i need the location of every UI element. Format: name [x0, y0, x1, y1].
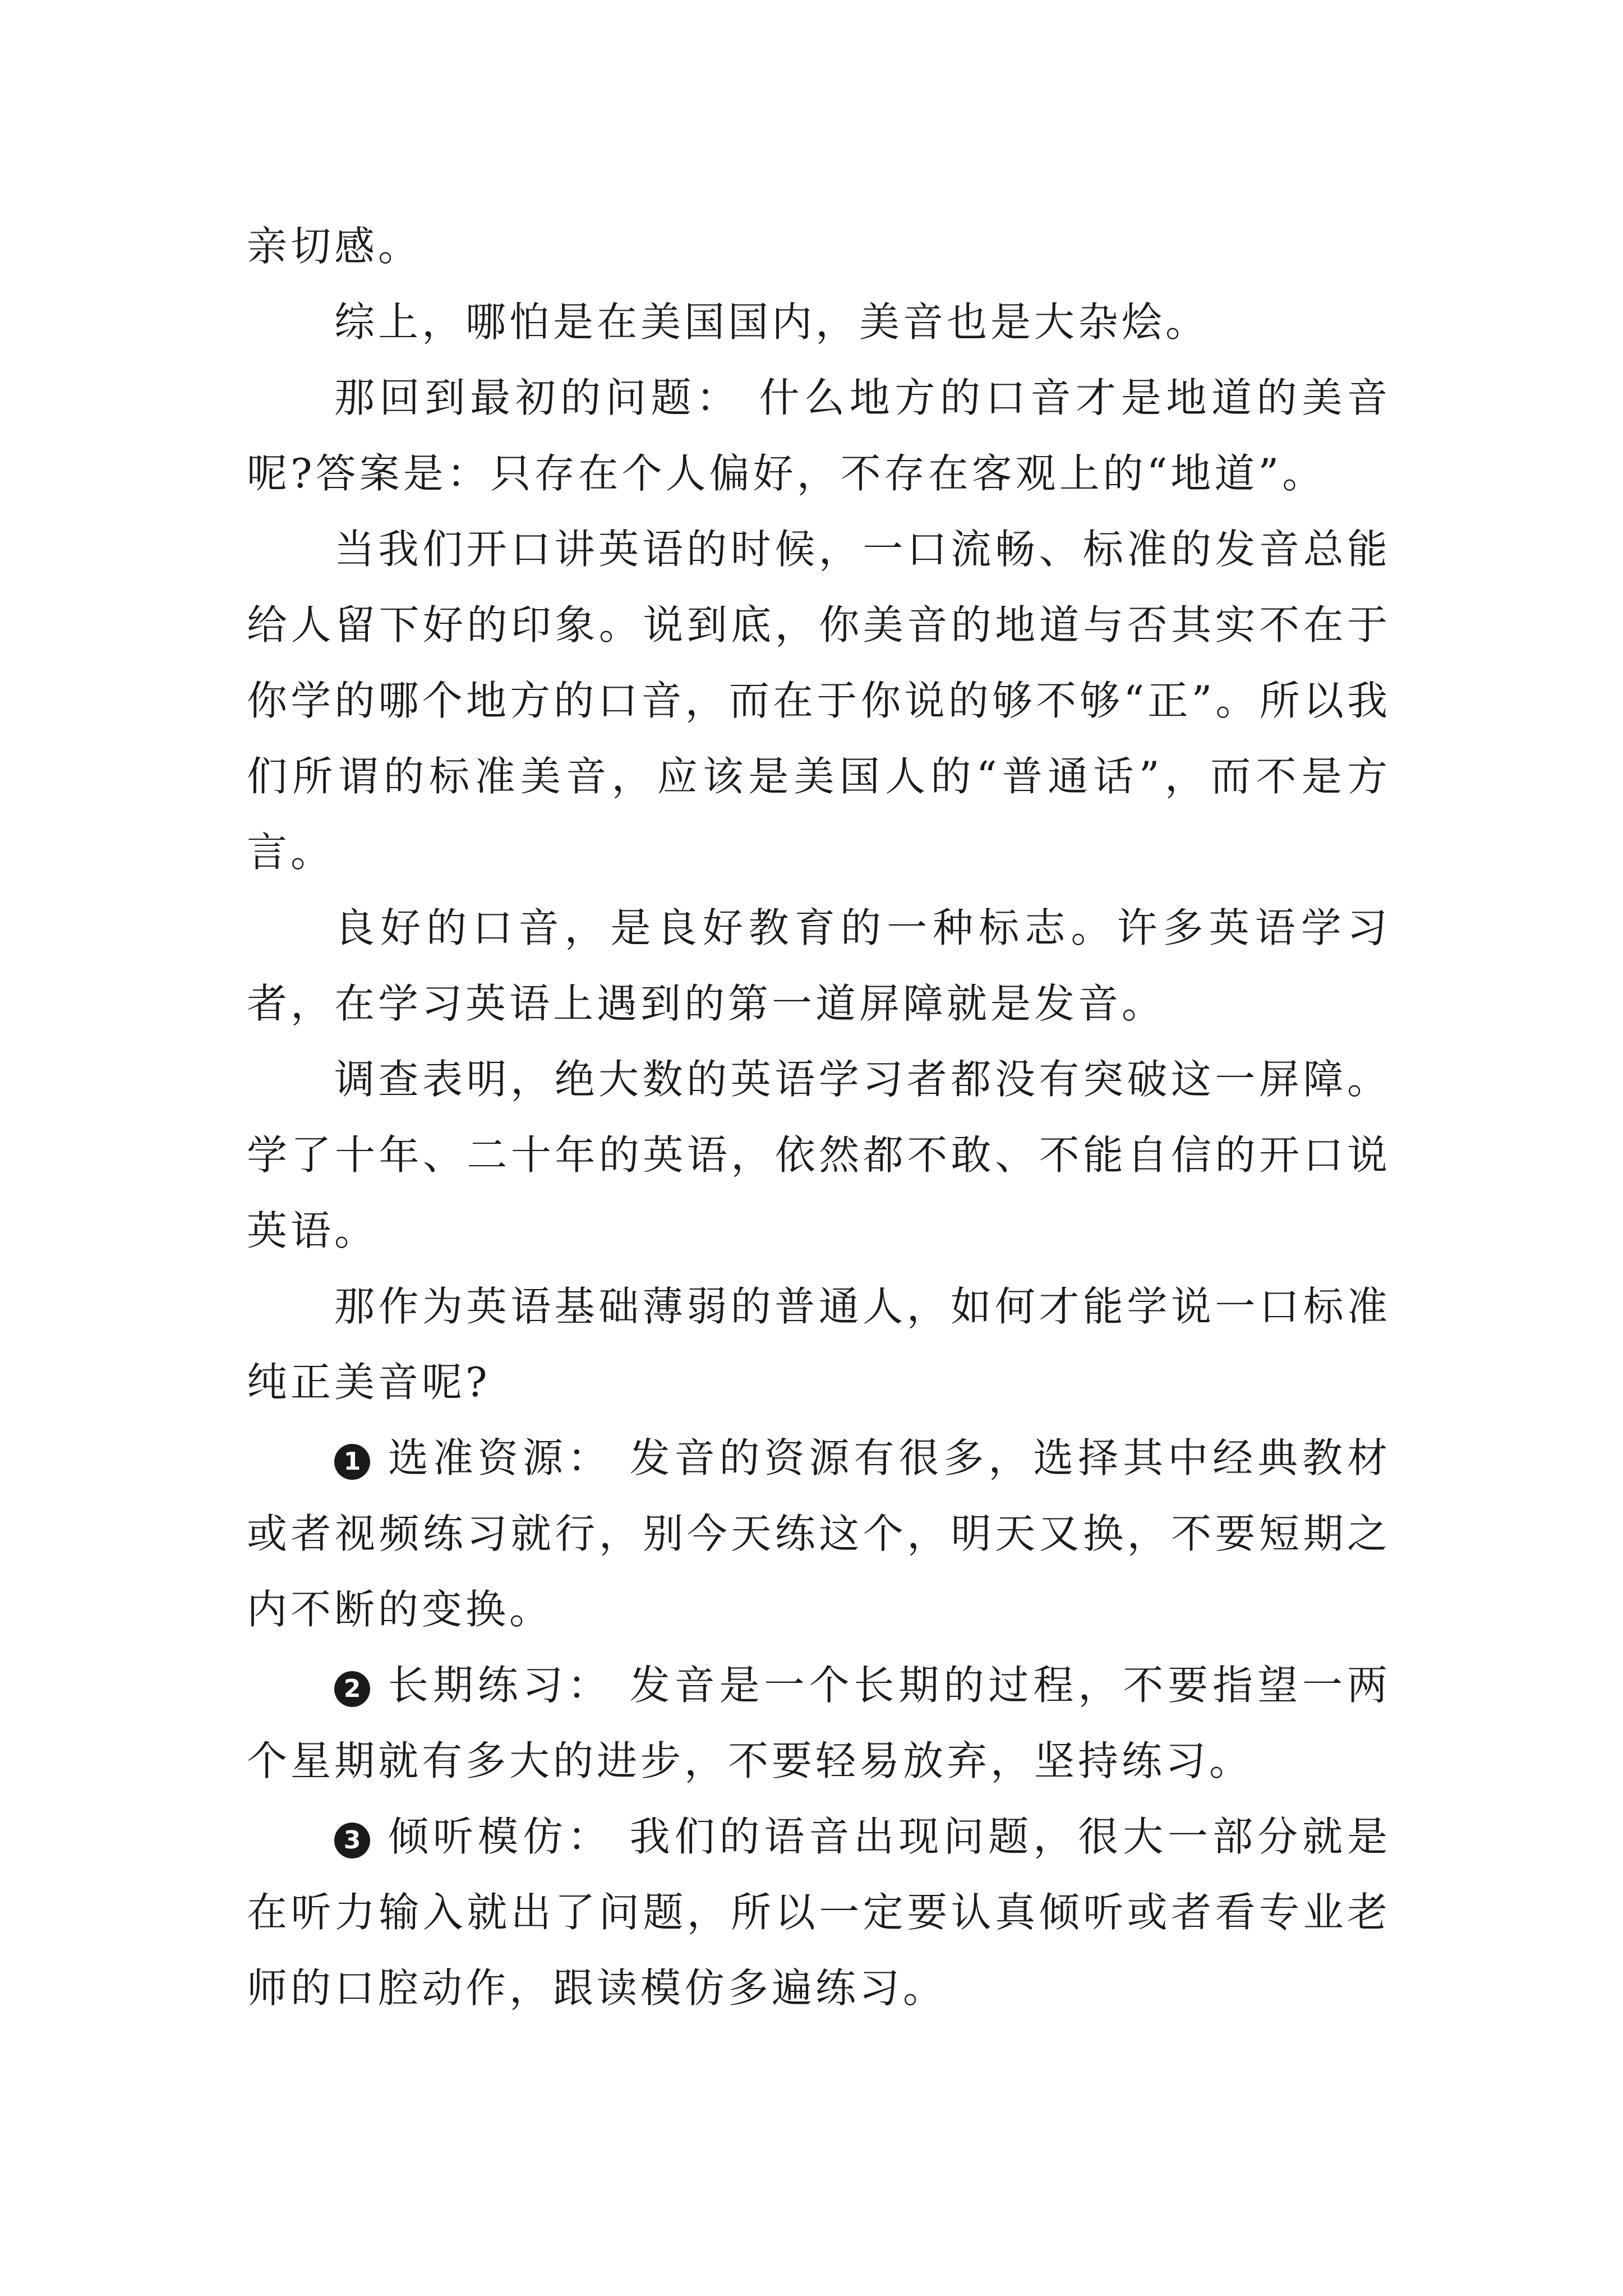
list-item [247, 1799, 1391, 2026]
paragraph: 那回到最初的问题： 什么地方的口音才是地道的美音呢?答案是：只存在个人偏好，不存在客观上的“地道”。 [247, 374, 1391, 497]
paragraph: 亲切感。 [247, 223, 422, 270]
list-item-text: 倾听模仿： 我们的语音出现问题，很大一部分就是在听力输入就出了问题，所以一定要认真倾听或者看专业老师的口腔动作，跟读模仿多遍练习。 [247, 1813, 1391, 2012]
paragraph: 那作为英语基础薄弱的普通人，如何才能学说一口标准纯正美音呢? [247, 1283, 1391, 1406]
paragraph: 良好的口音，是良好教育的一种标志。许多英语学习者，在学习英语上遇到的第一道屏障就是发音。 [247, 904, 1391, 1027]
circled-number-1-icon: 1 [334, 1444, 370, 1480]
paragraph: 当我们开口讲英语的时候，一口流畅、标准的发音总能给人留下好的印象。说到底，你美音的地道与否其实不在于你学的哪个地方的口音，而在于你说的够不够“正”。所以我们所谓的标准美音，应该是美国人的“普通话”，而不是方言。 [247, 526, 1391, 876]
list-item-text: 长期练习： 发音是一个长期的过程，不要指望一两个星期就有多大的进步，不要轻易放弃，坚持练习。 [247, 1662, 1391, 1784]
list-item [247, 1420, 1391, 1648]
list-item [247, 1648, 1391, 1799]
paragraph: 综上，哪怕是在美国国内，美音也是大杂烩。 [334, 298, 1210, 346]
paragraph: 调查表明，绝大数的英语学习者都没有突破这一屏障。学了十年、二十年的英语，依然都不敢、不能自信的开口说英语。 [247, 1056, 1391, 1254]
circled-number-2-icon: 2 [334, 1671, 370, 1707]
circled-number-3-icon: 3 [334, 1823, 370, 1858]
document-body [247, 209, 1391, 2026]
list-item-text: 选准资源： 发音的资源有很多，选择其中经典教材或者视频练习就行，别今天练这个，明天又换，不要短期之内不断的变换。 [247, 1434, 1391, 1633]
